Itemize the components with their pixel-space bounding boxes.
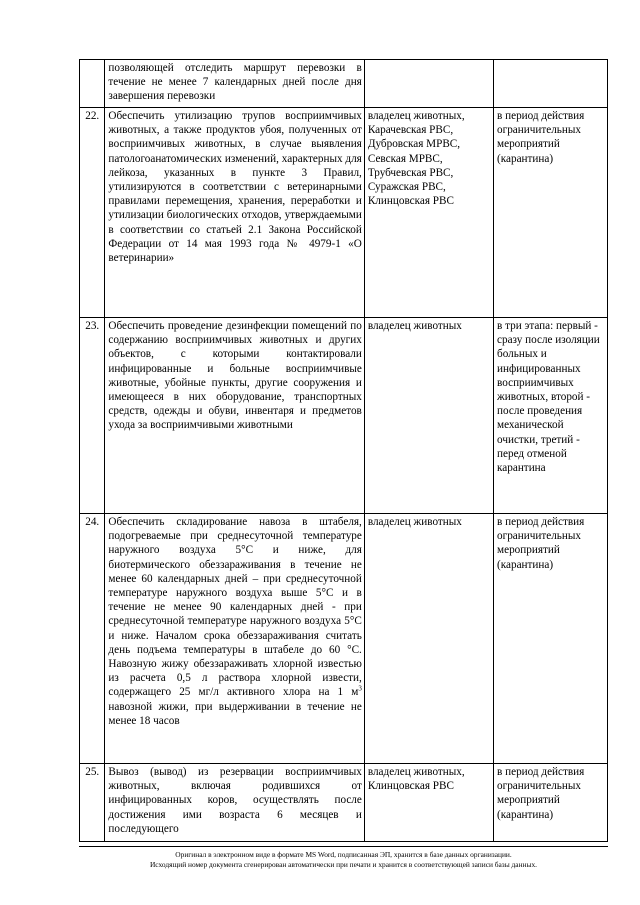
table-row [80,764,608,842]
footer-note-number: Исходящий номер документа сгенерирован автоматически при печати и хранится в соответствующей записи базы данных. [149,860,538,869]
row-term [494,60,608,108]
row-responsible: владелец животных [364,514,493,764]
row-action: Обеспечить проведение дезинфекции помещений по содержанию восприимчивых животных и других объектов, с которыми контактировали инфицированные и больные восприимчивые животные, убойные пункты, другие сооружения и имеющееся в них оборудование, транспортных средств, одежды и обуви, инвентаря и предметов ухода за восприимчивыми животными [105,318,364,514]
row-number: 25. [80,764,105,842]
row-action: позволяющей отследить маршрут перевозки в течение не менее 7 календарных дней после дня завершения перевозки [105,60,364,108]
row-responsible [364,60,493,108]
superscript-3: 3 [358,684,362,693]
row-action-tail: навозной жижи, при выдерживании в течение не менее 18 часов [108,700,362,727]
table-row [80,60,608,108]
row-term: в период действия ограничительных мероприятий (карантина) [494,108,608,318]
row-number [80,60,105,108]
footer-note-original: Оригинал в электронном виде в формате MS Word, подписанная ЭП, хранится в базе данных организации. [175,850,512,859]
table-row [80,514,608,764]
row-action-text: Обеспечить складирование навоза в штабеля, подогреваемые при среднесуточной температуре наружного воздуха 5°С и ниже, для биотермического обеззараживания в течение не менее 60 календарных дней – при среднесуточной температуре наружного воздуха выше 5°С и в течение не менее 90 календарных дней - при среднесуточной температуре наружного воздуха 5°С и ниже. Началом срока обеззараживания считать день подъема температуры в штабеле до 60 °С. Навозную жижу обеззараживать хлорной известью из расчета 0,5 л раствора хлорной извести, содержащего 25 мг/л активного хлора на 1 м [108,516,362,699]
measures-table [79,59,608,842]
row-action: Обеспечить утилизацию трупов восприимчивых животных, а также продуктов убоя, полученных от восприимчивых животных, в случае выявления патологоанатомических изменений, характерных для лейкоза, указанных в пункте 3 Правил, утилизируются в соответствии с ветеринарными правилами перемещения, хранения, переработки и утилизации биологических отходов, утверждаемыми в соответствии со статьей 2.1 Закона Российской Федерации от 14 мая 1993 года № 4979-1 «О ветеринарии» [105,108,364,318]
row-number: 24. [80,514,105,764]
row-action [105,514,364,764]
row-term: в период действия ограничительных мероприятий (карантина) [494,764,608,842]
row-responsible: владелец животных, Клинцовская РВС [364,764,493,842]
row-responsible: владелец животных [364,318,493,514]
table-row [80,108,608,318]
footer-divider [79,846,608,847]
row-action: Вывоз (вывод) из резервации восприимчивых животных, включая родившихся от инфицированных коров, осуществлять после достижения ими возраста 6 месяцев и последующего [105,764,364,842]
row-term: в три этапа: первый - сразу после изоляции больных и инфицированных восприимчивых животных, второй - после проведения механической очистки, третий - перед отменой карантина [494,318,608,514]
row-responsible: владелец животных, Карачевская РВС, Дубровская МРВС, Севская МРВС, Трубчевская РВС, Суражская РВС, Клинцовская РВС [364,108,493,318]
table-row [80,318,608,514]
row-term: в период действия ограничительных мероприятий (карантина) [494,514,608,764]
row-number: 22. [80,108,105,318]
row-number: 23. [80,318,105,514]
